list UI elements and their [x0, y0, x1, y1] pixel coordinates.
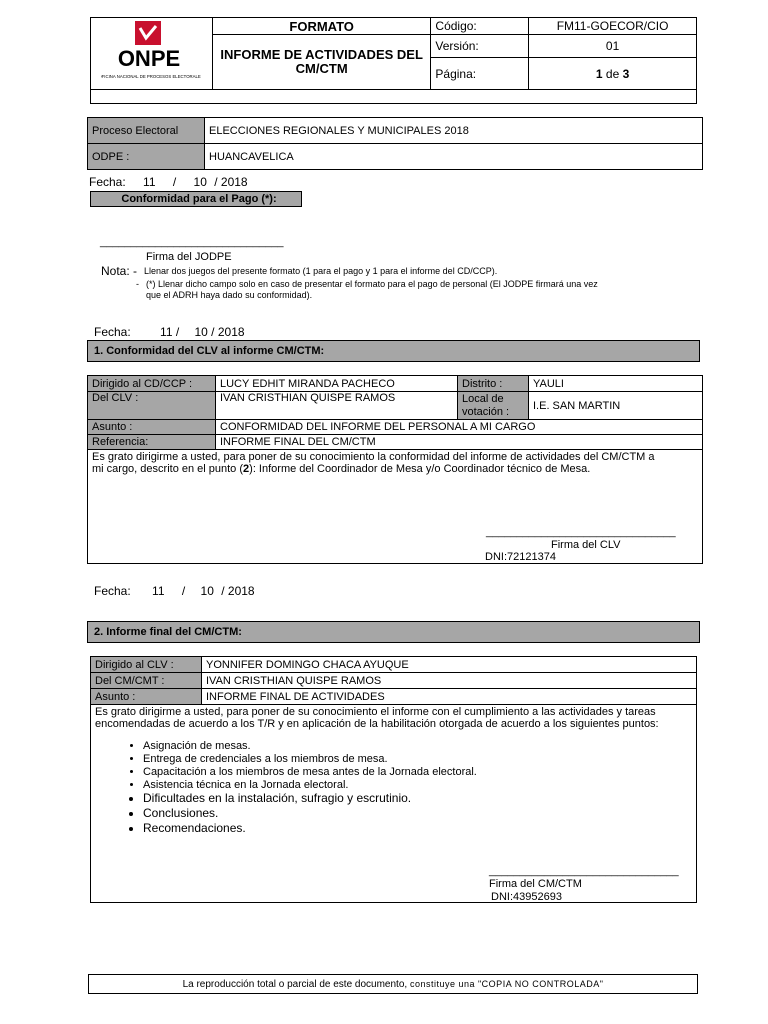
list-item: • Capacitación a los miembros de mesa antes de la Jornada electoral. — [143, 766, 696, 779]
cm-signature-label: Firma del CM/CTM — [489, 878, 582, 890]
list-item: • Recomendaciones. — [143, 822, 696, 835]
pagina-value: 1 de 3 — [529, 58, 697, 90]
fecha-3: Fecha: 11 / 10 / 2018 — [94, 584, 255, 598]
s1-asunto-label: Asunto : — [88, 420, 216, 435]
list-item: • Dificultades en la instalación, sufragio y escrutinio. — [143, 792, 696, 805]
s2-del-label: Del CM/CMT : — [91, 673, 202, 689]
s1-local-value: I.E. SAN MARTIN — [529, 392, 703, 420]
process-info-table — [87, 117, 703, 170]
s2-del-value: IVAN CRISTHIAN QUISPE RAMOS — [202, 673, 697, 689]
s2-body-cell — [91, 705, 697, 903]
onpe-logo — [101, 18, 201, 86]
s1-dirigido-value: LUCY EDHIT MIRANDA PACHECO — [216, 376, 458, 392]
section-2-bar: 2. Informe final del CM/CTM: — [87, 621, 700, 643]
version-label: Versión: — [431, 35, 529, 58]
s1-distrito-value: YAULI — [529, 376, 703, 392]
svg-text:ONPE: ONPE — [118, 46, 181, 71]
nota-label: Nota: - — [101, 264, 138, 278]
nota-2-prefix: - — [136, 279, 139, 289]
section-1-table — [87, 375, 703, 564]
footer-box — [88, 974, 698, 994]
logo-cell — [91, 18, 213, 90]
list-item: • Asistencia técnica en la Jornada electoral. — [143, 779, 696, 792]
section-1-bar: 1. Conformidad del CLV al informe CM/CTM: — [87, 340, 700, 362]
s2-dirigido-label: Dirigido al CLV : — [91, 657, 202, 673]
codigo-value: FM11-GOECOR/CIO — [529, 18, 697, 35]
fecha-1: Fecha: 11 / 10 / 2018 — [89, 175, 248, 189]
footer-text-2: constituye una "COPIA NO CONTROLADA" — [409, 979, 604, 989]
proceso-value: ELECCIONES REGIONALES Y MUNICIPALES 2018 — [205, 118, 703, 144]
list-item: • Asignación de mesas. — [143, 740, 696, 753]
codigo-label: Código: — [431, 18, 529, 35]
s1-body-cell — [88, 450, 703, 564]
nota-1: Llenar dos juegos del presente formato (1 para el pago y 1 para el informe del CD/CCP). — [144, 266, 498, 276]
clv-signature-line: _______________________________ — [486, 526, 676, 538]
s2-asunto-value: INFORME FINAL DE ACTIVIDADES — [202, 689, 697, 705]
s2-dirigido-value: YONNIFER DOMINGO CHACA AYUQUE — [202, 657, 697, 673]
fecha-2: Fecha: 11 / 10 / 2018 — [94, 325, 245, 339]
clv-dni: DNI:72121374 — [485, 551, 556, 563]
svg-text:OFICINA NACIONAL DE PROCESOS E: OFICINA NACIONAL DE PROCESOS ELECTORALES — [101, 74, 202, 79]
jodpe-signature-line: ______________________________ — [100, 236, 284, 248]
list-item: • Entrega de credenciales a los miembros de mesa. — [143, 753, 696, 766]
header-spacer — [91, 90, 697, 104]
document-header — [90, 17, 697, 104]
footer-text-1: La reproducción total o parcial de este documento, — [182, 979, 408, 990]
s1-del-label: Del CLV : — [88, 392, 216, 420]
clv-signature-label: Firma del CLV — [551, 539, 621, 551]
odpe-value: HUANCAVELICA — [205, 144, 703, 170]
ballot-box-icon — [135, 21, 161, 45]
cm-dni: DNI:43952693 — [491, 891, 562, 903]
s1-dirigido-label: Dirigido al CD/CCP : — [88, 376, 216, 392]
conformidad-pago-bar: Conformidad para el Pago (*): — [90, 191, 302, 207]
s1-referencia-label: Referencia: — [88, 435, 216, 450]
section-2-table — [90, 656, 697, 903]
nota-2: (*) Llenar dicho campo solo en caso de presentar el formato para el pago de personal (El JODPE firmará una vez — [146, 279, 598, 289]
s2-asunto-label: Asunto : — [91, 689, 202, 705]
odpe-label: ODPE : — [88, 144, 205, 170]
doc-type: FORMATO — [212, 18, 430, 35]
s1-referencia-value: INFORME FINAL DEL CM/CTM — [216, 435, 703, 450]
pagina-label: Página: — [431, 58, 529, 90]
cm-signature-line: _______________________________ — [489, 865, 679, 877]
nota-2b: que el ADRH haya dado su conformidad). — [146, 290, 313, 300]
proceso-label: Proceso Electoral — [88, 118, 205, 144]
s2-points-list — [91, 740, 696, 835]
s1-asunto-value: CONFORMIDAD DEL INFORME DEL PERSONAL A MI CARGO — [216, 420, 703, 435]
s1-del-value: IVAN CRISTHIAN QUISPE RAMOS — [216, 392, 458, 420]
s1-distrito-label: Distrito : — [458, 376, 529, 392]
doc-title: INFORME DE ACTIVIDADES DEL CM/CTM — [212, 35, 430, 90]
s1-body-text: Es grato dirigirme a usted, para poner de su conocimiento la conformidad del informe de actividades del CM/CTM a mi cargo, descrito en el punto (2): Informe del Coordinador de Mesa y/o Coordinador técnico de Mesa. — [92, 451, 655, 475]
s1-local-label: Local de votación : — [458, 392, 529, 420]
jodpe-signature-label: Firma del JODPE — [146, 251, 232, 263]
version-value: 01 — [529, 35, 697, 58]
s2-body-text: Es grato dirigirme a usted, para poner de su conocimiento el informe con el cumplimiento a las actividades y tareas encomendadas de acuerdo a los T/R y en aplicación de la habilitación otorgada de acuerdo a los siguientes puntos: — [95, 706, 659, 730]
list-item: • Conclusiones. — [143, 807, 696, 820]
